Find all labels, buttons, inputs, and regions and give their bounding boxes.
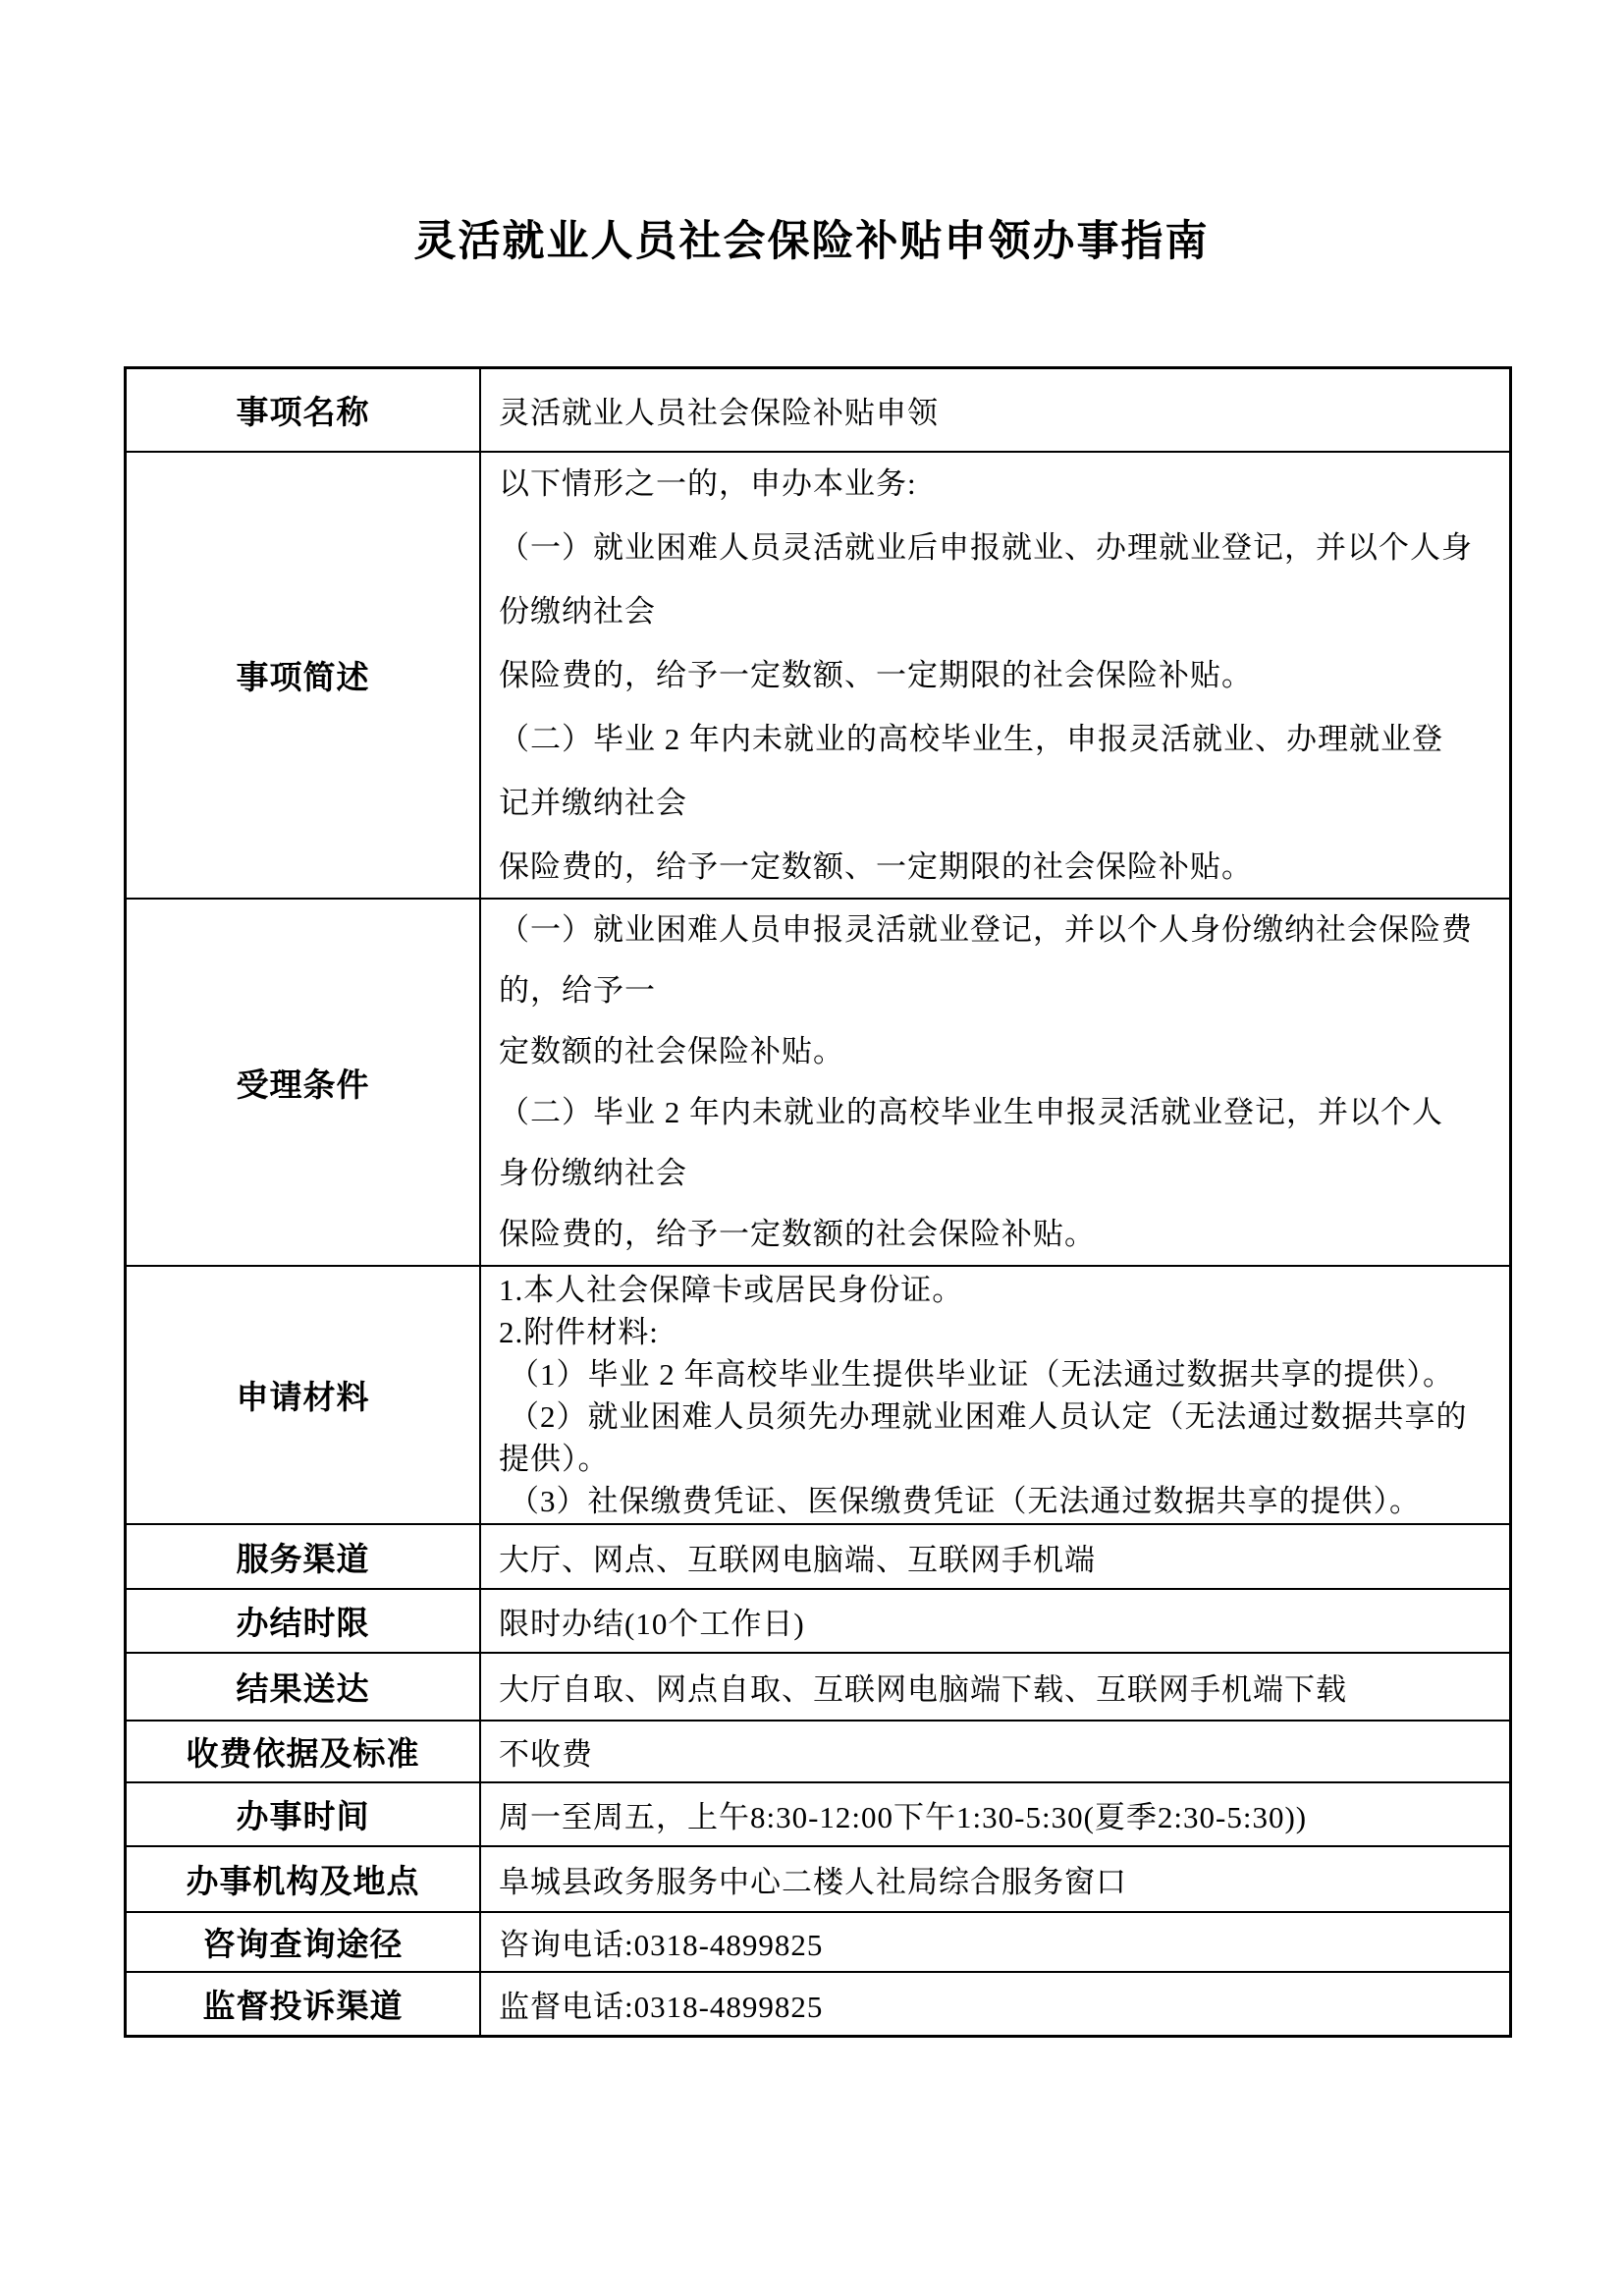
content-line: 记并缴纳社会 xyxy=(499,786,687,820)
row-label: 办事机构及地点 xyxy=(127,1847,481,1911)
content-line: （一）就业困难人员申报灵活就业登记，并以个人身份缴纳社会保险费 xyxy=(499,912,1473,947)
content-line: 2.附件材料: xyxy=(499,1314,659,1349)
row-content xyxy=(481,453,1509,898)
row-fee-standard xyxy=(127,1722,1509,1783)
row-label: 监督投诉渠道 xyxy=(127,1973,481,2035)
row-content: 监督电话:0318-4899825 xyxy=(499,1990,824,2024)
content-line: 身份缴纳社会 xyxy=(499,1156,687,1190)
content-line: 以下情形之一的，申办本业务: xyxy=(499,466,917,501)
row-content: 不收费 xyxy=(499,1737,593,1772)
content-line: （二）毕业 2 年内未就业的高校毕业生申报灵活就业登记，并以个人 xyxy=(499,1095,1443,1129)
content-line: 份缴纳社会 xyxy=(499,594,656,629)
page-title: 灵活就业人员社会保险补贴申领办事指南 xyxy=(413,218,1210,265)
content-line: （二）毕业 2 年内未就业的高校毕业生，申报灵活就业、办理就业登 xyxy=(499,722,1443,756)
row-result-delivery xyxy=(127,1654,1509,1722)
row-content xyxy=(481,900,1509,1265)
row-label: 办事时间 xyxy=(127,1783,481,1845)
row-label: 咨询查询途径 xyxy=(127,1913,481,1971)
row-content xyxy=(481,1267,1509,1523)
row-content: 限时办结(10个工作日) xyxy=(499,1607,805,1641)
guide-table xyxy=(124,366,1512,2038)
content-line: 保险费的，给予一定数额、一定期限的社会保险补贴。 xyxy=(499,658,1253,692)
row-application-materials xyxy=(127,1267,1509,1525)
content-line: （1）毕业 2 年高校毕业生提供毕业证（无法通过数据共享的提供）。 xyxy=(509,1356,1454,1392)
row-content: 咨询电话:0318-4899825 xyxy=(499,1928,824,1962)
row-label: 收费依据及标准 xyxy=(127,1722,481,1781)
row-consultation-channel xyxy=(127,1913,1509,1973)
content-line: 的，给予一 xyxy=(499,973,656,1008)
row-office-hours xyxy=(127,1783,1509,1847)
content-line: （3）社保缴费凭证、医保缴费凭证（无法通过数据共享的提供）。 xyxy=(509,1483,1421,1518)
row-service-channels xyxy=(127,1525,1509,1590)
row-content: 周一至周五，上午8:30-12:00下午1:30-5:30(夏季2:30-5:30)) xyxy=(499,1800,1308,1834)
row-label: 受理条件 xyxy=(127,900,481,1265)
content-line: 1.本人社会保障卡或居民身份证。 xyxy=(499,1272,964,1307)
row-office-location xyxy=(127,1847,1509,1913)
content-line: （一）就业困难人员灵活就业后申报就业、办理就业登记，并以个人身 xyxy=(499,530,1473,565)
row-content: 灵活就业人员社会保险补贴申领 xyxy=(499,396,939,430)
row-label: 事项简述 xyxy=(127,453,481,898)
row-label: 申请材料 xyxy=(127,1267,481,1523)
content-line: 提供）。 xyxy=(499,1441,610,1476)
content-line: 定数额的社会保险补贴。 xyxy=(499,1034,844,1068)
content-line: （2）就业困难人员须先办理就业困难人员认定（无法通过数据共享的 xyxy=(509,1398,1468,1434)
row-content: 大厅自取、网点自取、互联网电脑端下载、互联网手机端下载 xyxy=(499,1672,1347,1707)
row-label: 结果送达 xyxy=(127,1654,481,1720)
row-item-name xyxy=(127,369,1509,453)
row-content: 大厅、网点、互联网电脑端、互联网手机端 xyxy=(499,1542,1096,1577)
row-label: 服务渠道 xyxy=(127,1525,481,1588)
content-line: 保险费的，给予一定数额、一定期限的社会保险补贴。 xyxy=(499,849,1253,884)
row-complaint-channel xyxy=(127,1973,1509,2035)
row-acceptance-conditions xyxy=(127,900,1509,1267)
content-line: 保险费的，给予一定数额的社会保险补贴。 xyxy=(499,1217,1096,1251)
row-item-summary xyxy=(127,453,1509,900)
row-content: 阜城县政务服务中心二楼人社局综合服务窗口 xyxy=(499,1865,1127,1899)
row-label: 办结时限 xyxy=(127,1590,481,1652)
row-time-limit xyxy=(127,1590,1509,1654)
row-label: 事项名称 xyxy=(127,369,481,451)
